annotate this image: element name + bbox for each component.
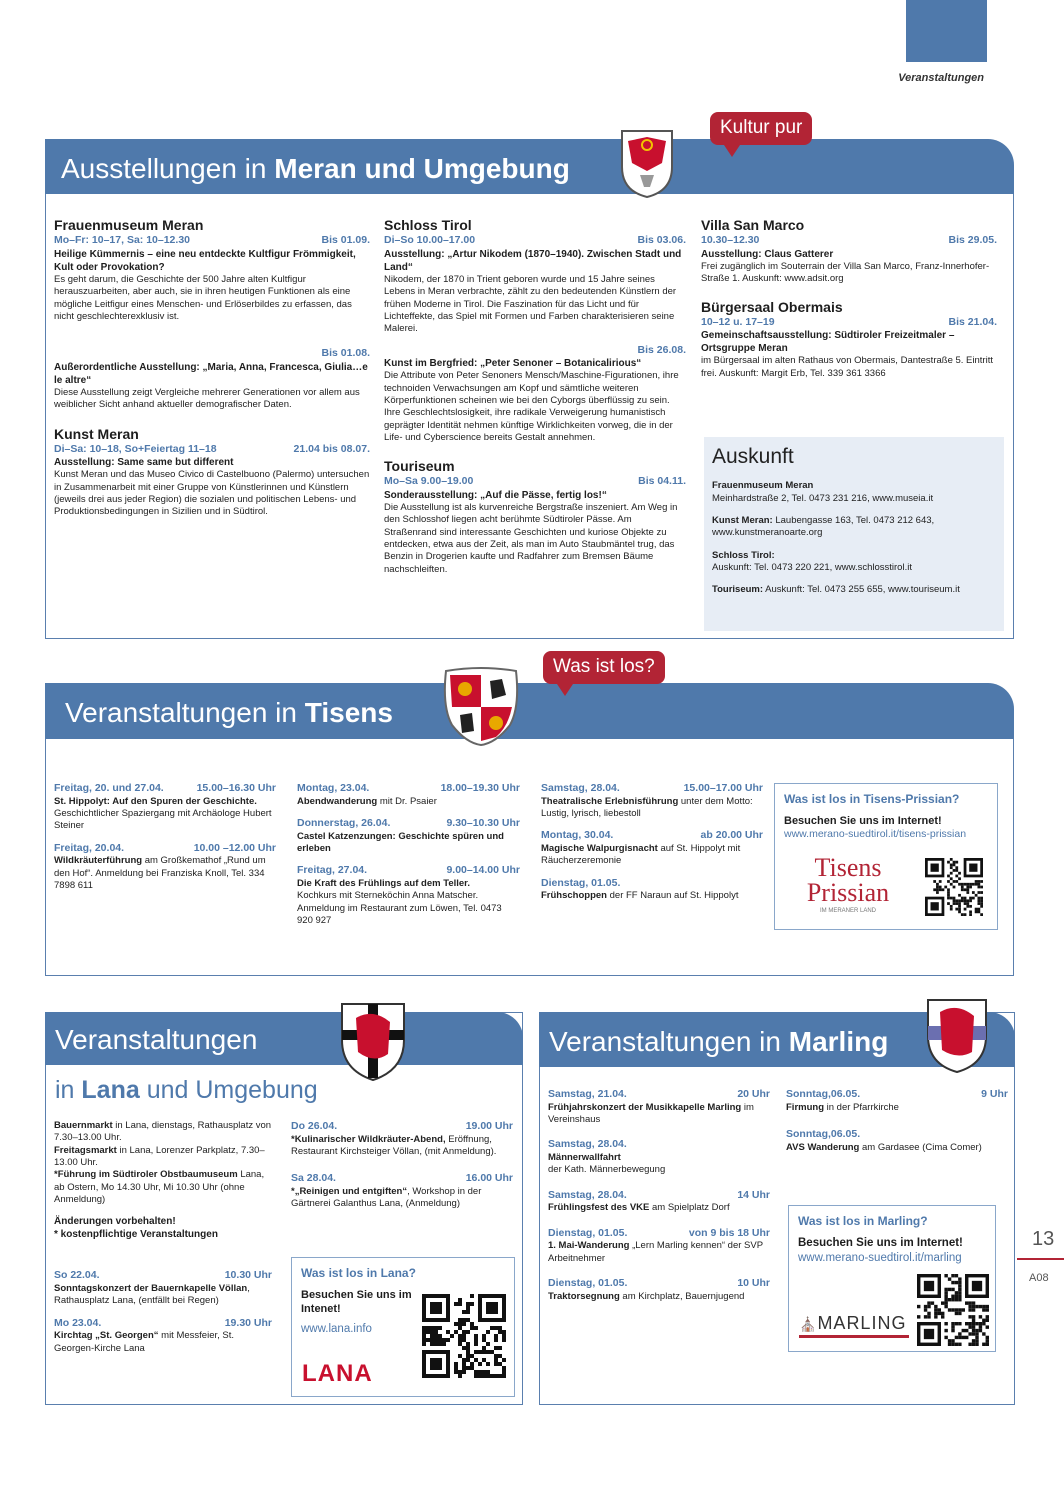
event-text: Frühjahrskonzert der Musikkapelle Marling im Vereinshaus <box>548 1101 754 1125</box>
event-date: Freitag, 27.04. <box>297 864 368 877</box>
lana-subtitle: in Lana und Umgebung <box>55 1076 318 1104</box>
meran-col-1 <box>54 212 370 519</box>
event-time: 20 Uhr <box>737 1088 770 1100</box>
event-text: Magische Walpurgisnacht auf St. Hippolyt mit Räucherzeremonie <box>541 842 741 867</box>
event-text: *Kulinarischer Wildkräuter-Abend, Eröffnung, Restaurant Kirchsteiger Völlan, (mit Anmeldung). <box>291 1133 497 1157</box>
exhibit-title: Kunst im Bergfried: „Peter Senoner – Botanicalirious“ <box>384 358 642 370</box>
until-date: Bis 21.04. <box>948 315 997 328</box>
venue-title: Bürgersaal Obermais <box>701 298 843 315</box>
until-date: Bis 29.05. <box>948 234 997 247</box>
venue-title: Kunst Meran <box>54 425 139 442</box>
until-date: Bis 04.11. <box>638 475 686 488</box>
event-date: Montag, 30.04. <box>541 829 614 842</box>
marling-col-2 <box>786 1088 1008 1154</box>
exhibit-title: Gemeinschaftsausstellung: Südtiroler Freizeitmaler – Ortsgruppe Meran <box>701 330 955 355</box>
lana-web-box <box>291 1257 515 1397</box>
until-date: Bis 03.06. <box>637 234 686 247</box>
box-title: Was ist los in Lana? <box>301 1266 416 1280</box>
qr-code-icon <box>917 1274 989 1346</box>
event-text: Firmung in der Pfarrkirche <box>786 1101 899 1113</box>
event-time: 16.00 Uhr <box>465 1172 513 1185</box>
market-text: Bauernmarkt in Lana, dienstags, Rathausplatz von 7.30–13.00 Uhr. <box>54 1120 272 1144</box>
event-time: 19.30 Uhr <box>224 1316 272 1329</box>
exhibit-text: Die Attribute von Peter Senoners Mensch/Maschine-Figurationen, ihre technoiden Verwachsungen am Kopf und sämtliche weiteren Körperfunktionen scheinen wie bei den Cyborgs überflüssig zu sein. Ihre Geschlechtslosigkeit, ihre radikale Verweigerung humanistisch geprägter Identität nehmen künftige Wirklichkeiten vorweg, die in der Life- und Cyberscience bereits Gestalt annehmen. <box>384 370 679 443</box>
event-date: Samstag, 21.04. <box>548 1088 627 1100</box>
event-date: Samstag, 28.04. <box>541 782 620 794</box>
event-time: 9 Uhr <box>981 1088 1008 1100</box>
exhibit-title: Ausstellung: „Artur Nikodem (1870–1940). Zwischen Stadt und Land“ <box>384 248 682 273</box>
lana-col-1 <box>54 1120 272 1355</box>
opening-hours: Di–Sa: 10–18, So+Feiertag 11–18 <box>54 442 217 455</box>
opening-hours: 10–12 u. 17–19 <box>701 315 775 328</box>
event-date: Donnerstag, 26.04. <box>297 816 391 829</box>
event-date: Sonntag,06.05. <box>786 1088 861 1100</box>
church-icon: ⛪ <box>799 1316 818 1332</box>
tisens-web-box <box>774 783 998 930</box>
event-text: Frühlingsfest des VKE am Spielplatz Dorf <box>548 1202 730 1214</box>
event-date: Mo 23.04. <box>54 1316 102 1329</box>
event-date: Freitag, 20. und 27.04. <box>54 782 164 794</box>
event-time: 19.00 Uhr <box>465 1120 513 1132</box>
tisens-col-1 <box>54 782 276 892</box>
marling-banner: Veranstaltungen in Marling <box>539 1012 1015 1067</box>
event-text: Frühschoppen der FF Naraun auf St. Hippolyt <box>541 890 739 902</box>
marling-crest-icon <box>924 996 990 1074</box>
lana-banner: Veranstaltungen <box>45 1012 523 1065</box>
until-date: Bis 26.08. <box>637 343 686 356</box>
event-time: ab 20.00 Uhr <box>700 829 763 842</box>
tisens-banner: Veranstaltungen in Tisens <box>45 683 1014 739</box>
lana-logo: LANA <box>302 1360 373 1387</box>
event-date: Freitag, 20.04. <box>54 841 125 854</box>
event-time: 10 Uhr <box>737 1276 770 1289</box>
exhibit-text: Nikodem, der 1870 in Trient geboren wurde und 15 Jahre seines Lebens in Meran verbrachte, zählt zu den bedeutenden Künstlern der frühen Moderne in Tirol. Die Faszination für das Licht und für Lichteffekte, das Spiel mit Formen und Farben charakterisieren seine Malerei. <box>384 273 677 335</box>
event-text: Abendwanderung mit Dr. Psaier <box>297 795 437 807</box>
meran-col-2 <box>384 212 686 576</box>
page-code: A08 <box>1029 1272 1049 1284</box>
page-number: 13 <box>1032 1228 1055 1250</box>
event-text: *„Reinigen und entgiften“, Workshop in der Gärtnerei Galanthus Lana, (Anmeldung) <box>291 1185 482 1210</box>
event-date: Sonntag,06.05. <box>786 1127 861 1140</box>
event-time: 9.30–10.30 Uhr <box>446 816 520 829</box>
event-text: Die Kraft des Frühlings auf dem Teller. <box>297 877 470 889</box>
running-header: Veranstaltungen <box>898 72 984 84</box>
exhibit-title: Heilige Kümmernis – eine neu entdeckte Kultfigur Frömmigkeit, Kult oder Provokation? <box>54 248 356 273</box>
event-time: 18.00–19.30 Uhr <box>440 782 520 794</box>
event-date: Dienstag, 01.05. <box>541 876 621 889</box>
auskunft-item: Frauenmuseum Meran Meinhardstraße 2, Tel. 0473 231 216, www.museia.it <box>712 480 934 504</box>
event-text: Castel Katzenzungen: Geschichte spüren und erleben <box>297 830 504 854</box>
tirol-crest-icon <box>618 127 676 199</box>
note-text: Änderungen vorbehalten! <box>54 1216 176 1228</box>
event-date: Montag, 23.04. <box>297 782 370 794</box>
lana-col-2 <box>291 1120 513 1211</box>
event-text: Traktorsegnung am Kirchplatz, Bauernjugend <box>548 1290 745 1302</box>
event-text: 1. Mai-Wanderung „Lern Marling kennen“ der SVP Arbeitnehmer <box>548 1240 763 1264</box>
event-date: Dienstag, 01.05. <box>548 1276 628 1289</box>
marling-link[interactable]: www.merano-suedtirol.it/marling <box>798 1251 962 1264</box>
lana-link[interactable]: www.lana.info <box>301 1323 372 1336</box>
exhibit-text: im Bürgersaal im alten Rathaus von Obermais, Dantestraße 5. Eintritt frei. Auskunft: Margit Erb, Tel. 339 361 3366 <box>701 355 993 379</box>
auskunft-item: Schloss Tirol: Auskunft: Tel. 0473 220 221, www.schlosstirol.it <box>712 549 912 574</box>
qr-code-icon <box>925 858 983 916</box>
note-text: * kostenpflichtige Veranstaltungen <box>54 1229 218 1241</box>
marling-logo: ⛪MARLING <box>799 1312 909 1338</box>
exhibit-title: Ausstellung: Claus Gatterer <box>701 248 834 260</box>
until-date: Bis 01.08. <box>321 347 370 360</box>
event-text: Theatralische Erlebnisführung unter dem Motto: Lustig, lyrisch, liebestoll <box>541 795 753 819</box>
auskunft-box <box>704 437 1004 631</box>
event-date: Samstag, 28.04. <box>548 1188 627 1201</box>
event-text: Männerwallfahrt der Kath. Männerbewegung <box>548 1151 666 1176</box>
event-date: So 22.04. <box>54 1269 100 1282</box>
event-time: 9.00–14.00 Uhr <box>446 864 520 877</box>
auskunft-item: Touriseum: Auskunft: Tel. 0473 255 655, www.touriseum.it <box>712 584 960 596</box>
tisens-logo: Tisens Prissian IM MERANER LAND <box>806 853 890 915</box>
auskunft-title: Auskunft <box>712 445 794 468</box>
exhibit-text: Kunst Meran und das Museo Civico di Castelbuono (Palermo) untersuchen in Zusammenarbeit mit einer Gruppe von Künstlerinnen und Künstlern (jeweils drei aus jeder Region) die sozialen und politischen Lebens- und Produktionsbedingungen in Sizilien und in Südtirol. <box>54 469 370 518</box>
auskunft-item: Kunst Meran: Laubengasse 163, Tel. 0473 212 643, www.kunstmeranoarte.org <box>712 514 935 539</box>
exhibit-text: Diese Ausstellung zeigt Vergleiche mehrerer Generationen vor allem aus weiblicher Sicht anhand aktueller demografischer Daten. <box>54 386 360 411</box>
event-time: von 9 bis 18 Uhr <box>688 1226 770 1239</box>
exhibit-title: Ausstellung: Same same but different <box>54 457 234 469</box>
tisens-col-2 <box>297 782 520 927</box>
opening-hours: 10.30–12.30 <box>701 234 760 247</box>
marling-col-1 <box>548 1088 770 1303</box>
tisens-crest-icon <box>440 665 522 747</box>
event-time: 15.00–17.00 Uhr <box>683 782 763 794</box>
exhibit-text: Frei zugänglich im Souterrain der Villa San Marco, Franz-Innerhofer-Straße 1. Auskunft: www.adsit.org <box>701 260 990 285</box>
opening-hours: Mo–Fr: 10–17, Sa: 10–12.30 <box>54 234 190 247</box>
event-date: Dienstag, 01.05. <box>548 1226 628 1239</box>
event-date: Do 26.04. <box>291 1120 338 1132</box>
event-text: Kochkurs mit Sterneköchin Anna Matscher. Anmeldung im Restaurant zum Löwen, Tel. 0473 920 927 <box>297 890 502 926</box>
event-text: Sonntagskonzert der Bauernkapelle Völlan, Rathausplatz Lana, (entfällt bei Regen) <box>54 1283 250 1307</box>
box-title: Was ist los in Tisens-Prissian? <box>784 792 960 806</box>
event-time: 10.30 Uhr <box>224 1269 272 1282</box>
tisens-link[interactable]: www.merano-suedtirol.it/tisens-prissian <box>784 827 967 840</box>
venue-title: Frauenmuseum Meran <box>54 217 204 233</box>
market-text: *Führung im Südtiroler Obstbaumuseum Lana, ab Ostern, Mo 14.30 Uhr, Mi 10.30 Uhr (ohne Anmeldung) <box>54 1169 265 1206</box>
venue-title: Touriseum <box>384 458 455 475</box>
venue-title: Villa San Marco <box>701 217 805 233</box>
until-date: Bis 01.09. <box>321 234 370 247</box>
event-text: Kirchtag „St. Georgen“ mit Messfeier, St. Georgen-Kirche Lana <box>54 1330 235 1354</box>
event-text: Geschichtlicher Spaziergang mit Archäologe Hubert Steiner <box>54 807 272 832</box>
event-time: 15.00–16.30 Uhr <box>196 782 276 794</box>
box-cta: Besuchen Sie uns im Internet! <box>784 814 942 827</box>
box-title: Was ist los in Marling? <box>798 1214 928 1228</box>
event-date: Samstag, 28.04. <box>548 1138 627 1151</box>
exhibit-title: Sonderausstellung: „Auf die Pässe, fertig los!“ <box>384 490 607 502</box>
exhibit-text: Es geht darum, die Geschichte der 500 Jahre alten Kultfigur herauszuarbeiten, aber auch, sie in ihren heutigen Funktionen als eine mögliche Leitfigur eines Menschen- und Erlöserbildes zu erfassen, das nicht geschlechterexklusiv ist. <box>54 273 352 322</box>
marling-web-box <box>788 1205 996 1352</box>
event-text: AVS Wanderung am Gardasee (Cima Comer) <box>786 1141 982 1153</box>
box-cta: Besuchen Sie uns im Internet! <box>798 1236 963 1249</box>
venue-title: Schloss Tirol <box>384 217 472 233</box>
tisens-bubble: Was ist los? <box>543 651 665 684</box>
page-tab <box>906 0 987 62</box>
event-date: Sa 28.04. <box>291 1172 336 1185</box>
exhibit-title: Außerordentliche Ausstellung: „Maria, Anna, Francesca, Giulia…e le altre“ <box>54 361 368 386</box>
lana-crest-icon <box>338 1000 408 1082</box>
event-time: 10.00 –12.00 Uhr <box>193 841 276 854</box>
event-text: St. Hippolyt: Auf den Spuren der Geschichte. <box>54 795 257 807</box>
event-time: 14 Uhr <box>737 1188 770 1201</box>
opening-hours: Mo–Sa 9.00–19.00 <box>384 475 474 488</box>
market-text: Freitagsmarkt in Lana, Lorenzer Parkplatz, 7.30–13.00 Uhr. <box>54 1144 265 1169</box>
until-date: 21.04 bis 08.07. <box>293 442 370 455</box>
qr-code-icon <box>422 1294 506 1378</box>
exhibit-text: Die Ausstellung ist als kurvenreiche Bergstraße inszeniert. Am Weg in den Schlosshof liegen acht berühmte Südtiroler Pässe. Am Straßenrand sind interessante Geschichten und kuriose Objekte zu entdecken, etwa aus der Zeit, als man im Auto Staubmäntel trug, das Benzin in Drogerien kaufte und Radfahrer zum Bremsen Bäume nachschleiften. <box>384 502 678 575</box>
box-cta: Besuchen Sie uns im Intenet! <box>301 1288 412 1315</box>
meran-bubble: Kultur pur <box>710 112 812 145</box>
event-text: Wildkräuterführung am Großkemathof „Rund um den Hof“. Anmeldung bei Franziska Knoll, Tel. 334 7898 611 <box>54 855 266 891</box>
page-number-divider <box>1017 1258 1064 1260</box>
tisens-col-3 <box>541 782 763 903</box>
opening-hours: Di–So 10.00–17.00 <box>384 234 476 247</box>
meran-col-3 <box>701 212 997 380</box>
meran-banner: Ausstellungen in Meran und Umgebung <box>45 139 1014 194</box>
